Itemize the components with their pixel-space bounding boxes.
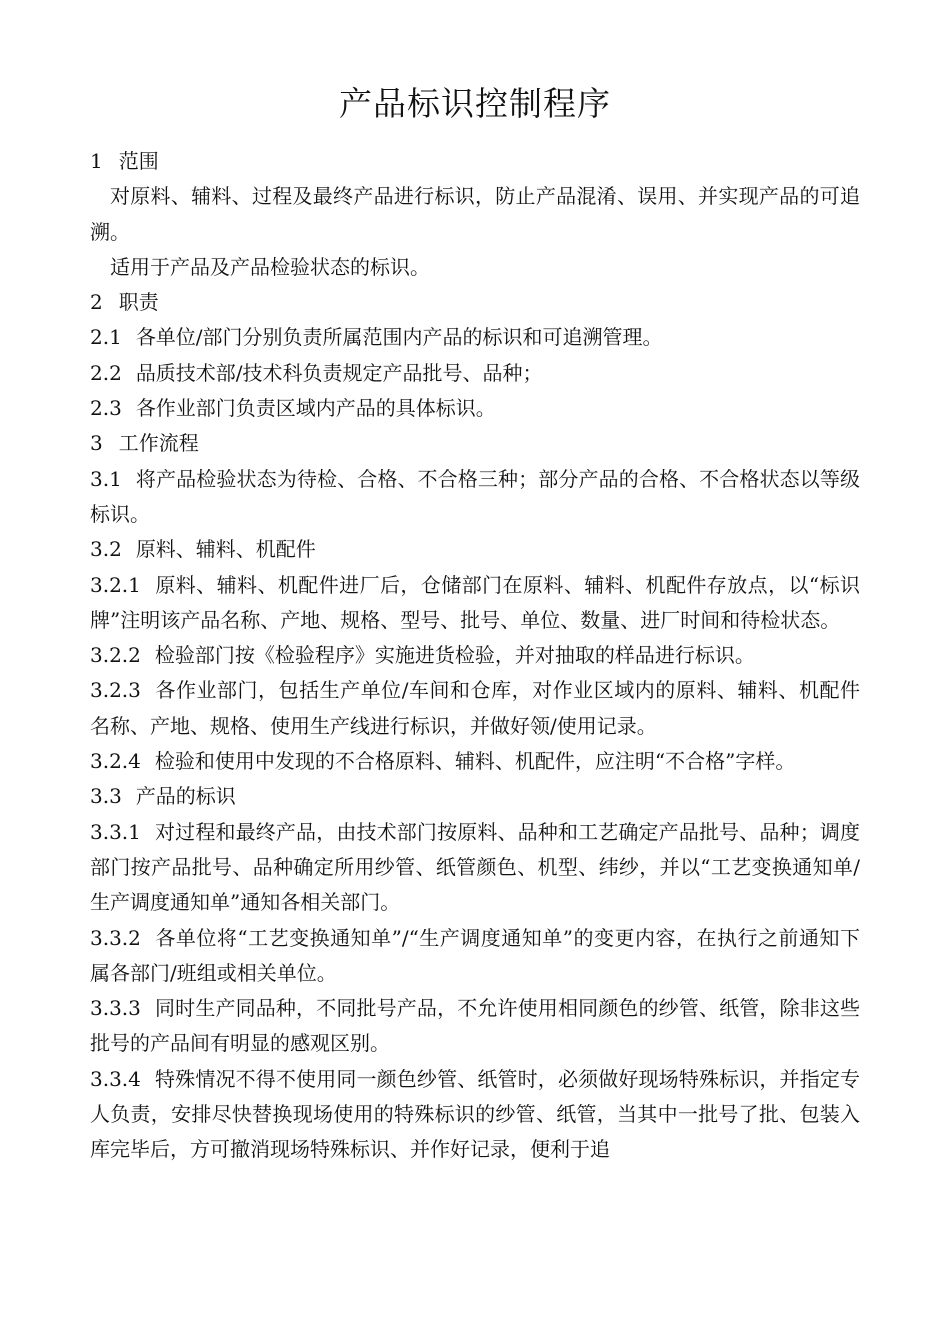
clause-text: 原料、辅料、机配件进厂后，仓储部门在原料、辅料、机配件存放点，以“标识牌”注明该产品名称、产地、规格、型号、批号、单位、数量、进厂时间和待检状态。: [90, 572, 860, 632]
clause-text: 对过程和最终产品，由技术部门按原料、品种和工艺确定产品批号、品种；调度部门按产品批号、品种确定所用纱管、纸管颜色、机型、纬纱，并以“工艺变换通知单/生产调度通知单”通知各相关部门。: [90, 819, 860, 915]
section-text: 范围: [118, 149, 159, 173]
clause-number: 3.3.4: [90, 1066, 141, 1091]
clause-number: 2.1: [90, 325, 122, 350]
section-heading-responsibility: [90, 285, 860, 320]
clause-number: 3.2.3: [90, 678, 141, 703]
clause-3-1: [90, 462, 860, 533]
clause-text: 将产品检验状态为待检、合格、不合格三种；部分产品的合格、不合格状态以等级标识。: [90, 466, 860, 526]
clause-number: 3.1: [90, 466, 122, 491]
clause-3-3: [90, 779, 860, 814]
document-title: 产品标识控制程序: [339, 84, 611, 123]
scope-applicability: 适用于产品及产品检验状态的标识。: [110, 254, 430, 279]
clause-text: 各作业部门，包括生产单位/车间和仓库，对作业区域内的原料、辅料、机配件名称、产地、规格、使用生产线进行标识，并做好领/使用记录。: [90, 678, 860, 738]
clause-number: 3.3: [90, 784, 122, 809]
clause-2-2: [90, 356, 860, 391]
clause-3-2: [90, 532, 860, 567]
clause-text: 各单位将“工艺变换通知单”/“生产调度通知单”的变更内容，在执行之前通知下属各部门/班组或相关单位。: [90, 925, 860, 985]
document-page: [90, 0, 860, 1344]
clause-number: 3.3.3: [90, 996, 141, 1021]
clause-number: 2.3: [90, 396, 122, 421]
document-body: [90, 144, 860, 1168]
clause-text: 各作业部门负责区域内产品的具体标识。: [135, 396, 496, 421]
clause-3-3-2: [90, 921, 860, 992]
clause-number: 2.2: [90, 360, 122, 385]
clause-3-2-1: [90, 568, 860, 639]
section-number: 2: [90, 290, 103, 315]
scope-paragraph: 对原料、辅料、过程及最终产品进行标识，防止产品混淆、误用、并实现产品的可追溯。: [90, 184, 860, 244]
clause-3-2-3: [90, 673, 860, 744]
clause-number: 3.2: [90, 537, 122, 562]
clause-number: 3.3.2: [90, 925, 141, 950]
section-text: 工作流程: [118, 431, 199, 456]
section-number: 3: [90, 431, 103, 456]
clause-text: 产品的标识: [135, 784, 236, 809]
section-text: 职责: [118, 290, 159, 315]
clause-2-3: [90, 391, 860, 426]
clause-text: 各单位/部门分别负责所属范围内产品的标识和可追溯管理。: [135, 325, 663, 350]
clause-number: 3.2.2: [90, 643, 141, 668]
clause-number: 3.2.1: [90, 572, 141, 597]
clause-text: 品质技术部/技术科负责规定产品批号、品种；: [135, 360, 543, 385]
clause-3-2-2: [90, 638, 860, 673]
clause-text: 特殊情况不得不使用同一颜色纱管、纸管时，必须做好现场特殊标识，并指定专人负责，安排尽快替换现场使用的特殊标识的纱管、纸管，当其中一批号了批、包装入库完毕后，方可撤消现场特殊标识、并作好记录，便利于追: [90, 1066, 860, 1162]
section-heading-workflow: [90, 426, 860, 461]
section-number: 1: [90, 149, 103, 173]
clause-3-3-3: [90, 991, 860, 1062]
clause-3-2-4: [90, 744, 860, 779]
clause-text: 检验部门按《检验程序》实施进货检验，并对抽取的样品进行标识。: [154, 643, 755, 668]
clause-number: 3.3.1: [90, 819, 141, 844]
clause-3-3-1: [90, 815, 860, 921]
clause-number: 3.2.4: [90, 749, 141, 774]
clause-text: 检验和使用中发现的不合格原料、辅料、机配件，应注明“不合格”字样。: [154, 749, 796, 774]
clause-text: 原料、辅料、机配件: [135, 537, 316, 562]
clause-3-3-4: [90, 1062, 860, 1168]
clause-2-1: [90, 320, 860, 355]
section-heading-scope: [90, 144, 860, 179]
clause-text: 同时生产同品种，不同批号产品，不允许使用相同颜色的纱管、纸管，除非这些批号的产品间有明显的感观区别。: [90, 996, 860, 1056]
